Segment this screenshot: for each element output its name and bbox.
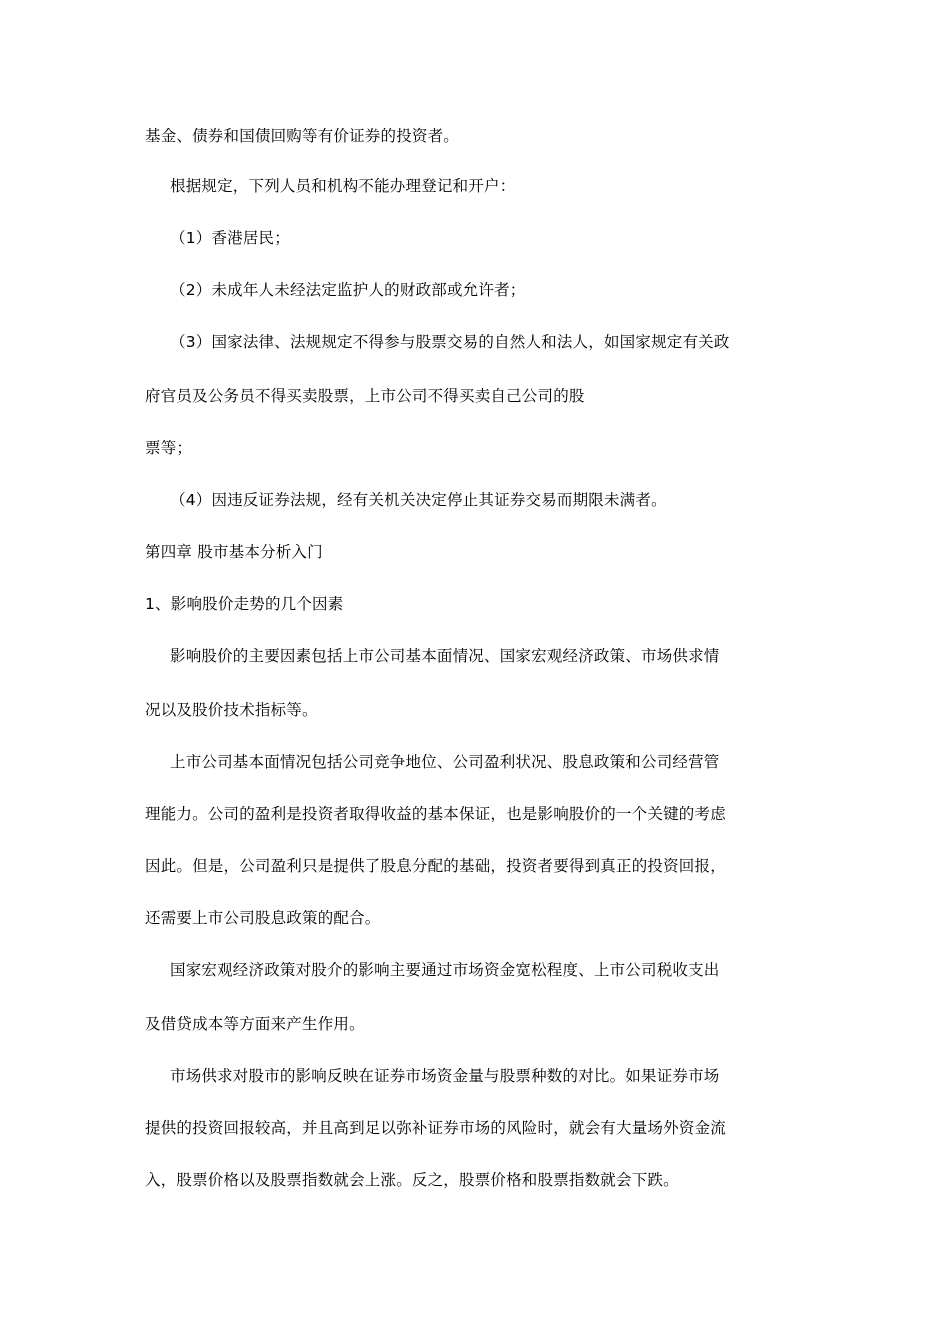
section-heading: 1、影响股价走势的几个因素 [145, 595, 344, 613]
text-line: 还需要上市公司股息政策的配合。 [145, 909, 381, 927]
text-line: 基金、债券和国债回购等有价证券的投资者。 [145, 127, 460, 145]
list-item: （4）因违反证券法规，经有关机关决定停止其证券交易而期限未满者。 [170, 491, 667, 509]
text-line: 府官员及公务员不得买卖股票，上市公司不得买卖自己公司的股 [145, 387, 585, 405]
text-line: 市场供求对股市的影响反映在证券市场资金量与股票种数的对比。如果证券市场 [170, 1067, 720, 1085]
text-line: 国家宏观经济政策对股介的影响主要通过市场资金宽松程度、上市公司税收支出 [170, 961, 720, 979]
text-line: 入，股票价格以及股票指数就会上涨。反之，股票价格和股票指数就会下跌。 [145, 1171, 679, 1189]
text-line: 提供的投资回报较高，并且高到足以弥补证券市场的风险时，就会有大量场外资金流 [145, 1119, 726, 1137]
text-line: 理能力。公司的盈利是投资者取得收益的基本保证，也是影响股价的一个关键的考虑 [145, 805, 726, 823]
text-line: 影响股价的主要因素包括上市公司基本面情况、国家宏观经济政策、市场供求情 [170, 647, 720, 665]
text-line: 根据规定，下列人员和机构不能办理登记和开户： [170, 177, 516, 195]
text-line: 因此。但是，公司盈利只是提供了股息分配的基础，投资者要得到真正的投资回报， [145, 857, 726, 875]
list-item: （1）香港居民； [170, 229, 290, 247]
list-item: （2）未成年人未经法定监护人的财政部或允许者； [170, 281, 526, 299]
text-line: 及借贷成本等方面来产生作用。 [145, 1015, 365, 1033]
list-item: （3）国家法律、法规规定不得参与股票交易的自然人和法人，如国家规定有关政 [170, 333, 730, 351]
text-line: 况以及股价技术指标等。 [145, 701, 318, 719]
text-line: 票等； [145, 439, 193, 457]
text-line: 上市公司基本面情况包括公司竞争地位、公司盈利状况、股息政策和公司经营管 [170, 753, 720, 771]
chapter-heading: 第四章 股市基本分析入门 [145, 543, 323, 561]
